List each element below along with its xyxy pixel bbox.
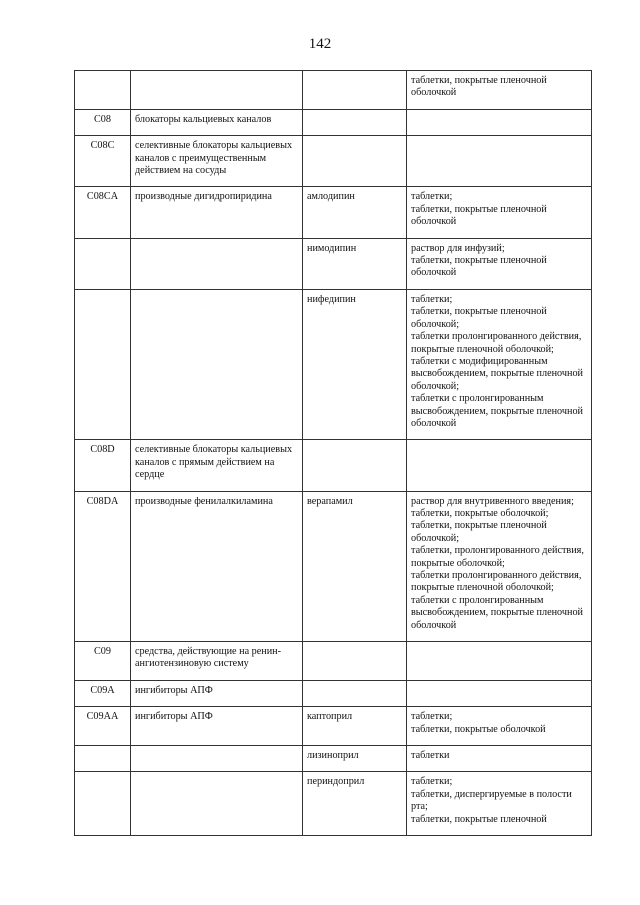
dosage-forms-cell: [407, 136, 592, 187]
atc-code-cell: [75, 238, 131, 289]
page-number: 142: [308, 36, 332, 52]
atc-code-cell: C09: [75, 642, 131, 681]
drug-name-cell: [303, 136, 407, 187]
drug-name-cell: [303, 680, 407, 706]
table-row: [75, 440, 592, 491]
drug-name-cell: [303, 440, 407, 491]
dosage-form: таблетки, покрытые пленочной оболочкой;: [411, 520, 547, 544]
drug-name-cell: лизиноприл: [303, 746, 407, 772]
dosage-form: таблетки, покрытые пленочной оболочкой: [411, 255, 547, 279]
dosage-form: таблетки, покрытые оболочкой: [411, 723, 546, 735]
drug-name-cell: нифедипин: [303, 289, 407, 439]
atc-group-cell: блокаторы кальциевых каналов: [131, 109, 303, 135]
dosage-forms-cell: [407, 71, 592, 110]
atc-code-cell: C08CA: [75, 187, 131, 238]
table-row: [75, 707, 592, 746]
atc-code-cell: C08: [75, 109, 131, 135]
dosage-form: таблетки, диспергируемые в полости рта;: [411, 788, 572, 813]
dosage-forms-cell: [407, 238, 592, 289]
table-row: [75, 772, 592, 836]
atc-code-cell: C09AA: [75, 707, 131, 746]
table-row: [75, 289, 592, 439]
dosage-forms-cell: [407, 680, 592, 706]
dosage-forms-cell: [407, 707, 592, 746]
atc-code-cell: [75, 746, 131, 772]
drug-name-cell: периндоприл: [303, 772, 407, 836]
table-body: [75, 71, 592, 836]
dosage-form: таблетки пролонгированного действия, покрытые пленочной оболочкой;: [411, 331, 582, 355]
dosage-forms-cell: [407, 642, 592, 681]
atc-code-cell: C08D: [75, 440, 131, 491]
dosage-forms-cell: [407, 746, 592, 772]
dosage-form: таблетки, покрытые оболочкой;: [411, 507, 549, 519]
drug-name-cell: [303, 71, 407, 110]
dosage-form: таблетки, покрытые пленочной оболочкой: [411, 203, 547, 228]
atc-code-cell: [75, 772, 131, 836]
table-row: [75, 491, 592, 641]
atc-group-cell: селективные блокаторы кальциевых каналов с прямым действием на сердце: [131, 440, 303, 491]
atc-code-cell: [75, 289, 131, 439]
dosage-form: таблетки, покрытые пленочной оболочкой;: [411, 306, 547, 330]
dosage-form: таблетки;: [411, 711, 453, 723]
dosage-form: раствор для инфузий;: [411, 242, 505, 254]
table-row: [75, 680, 592, 706]
dosage-forms-cell: [407, 289, 592, 439]
table-row: [75, 109, 592, 135]
atc-group-cell: производные фенилалкиламина: [131, 491, 303, 641]
atc-group-cell: производные дигидропиридина: [131, 187, 303, 238]
atc-group-cell: селективные блокаторы кальциевых каналов с преимущественным действием на сосуды: [131, 136, 303, 187]
dosage-form: таблетки с модифицированным высвобождением, покрытые пленочной оболочкой;: [411, 355, 584, 392]
dosage-forms-cell: [407, 109, 592, 135]
atc-code-cell: C09A: [75, 680, 131, 706]
drug-name-cell: [303, 642, 407, 681]
drug-name-cell: нимодипин: [303, 238, 407, 289]
dosage-form: таблетки: [411, 750, 450, 762]
dosage-form: таблетки, покрытые пленочной: [411, 813, 547, 825]
dosage-form: таблетки;: [411, 191, 453, 203]
table-row: [75, 136, 592, 187]
atc-group-cell: [131, 71, 303, 110]
dosage-forms-cell: [407, 440, 592, 491]
dosage-form: таблетки пролонгированного действия, покрытые пленочной оболочкой;: [411, 570, 582, 594]
atc-code-cell: C08DA: [75, 491, 131, 641]
atc-group-cell: [131, 289, 303, 439]
dosage-forms-cell: [407, 491, 592, 641]
atc-group-cell: ингибиторы АПФ: [131, 680, 303, 706]
dosage-form: таблетки;: [411, 293, 453, 305]
atc-group-cell: средства, действующие на ренин-ангиотензиновую систему: [131, 642, 303, 681]
table-row: [75, 187, 592, 238]
drug-table: [74, 70, 592, 836]
drug-name-cell: верапамил: [303, 491, 407, 641]
drug-name-cell: каптоприл: [303, 707, 407, 746]
atc-code-cell: C08C: [75, 136, 131, 187]
dosage-forms-cell: [407, 772, 592, 836]
dosage-form: таблетки с пролонгированным высвобождением, покрытые пленочной оболочкой: [411, 393, 584, 429]
dosage-form: таблетки, пролонгированного действия, покрытые оболочкой;: [411, 545, 584, 569]
dosage-form: таблетки;: [411, 776, 453, 788]
atc-group-cell: [131, 746, 303, 772]
atc-group-cell: [131, 772, 303, 836]
drug-name-cell: [303, 109, 407, 135]
dosage-form: таблетки, покрытые пленочной оболочкой: [411, 75, 547, 99]
table-row: [75, 746, 592, 772]
table-row: [75, 642, 592, 681]
table-row: [75, 71, 592, 110]
atc-group-cell: ингибиторы АПФ: [131, 707, 303, 746]
atc-group-cell: [131, 238, 303, 289]
dosage-form: таблетки с пролонгированным высвобождением, покрытые пленочной оболочкой: [411, 594, 584, 631]
table-row: [75, 238, 592, 289]
dosage-forms-cell: [407, 187, 592, 238]
dosage-form: раствор для внутривенного введения;: [411, 495, 574, 507]
atc-code-cell: [75, 71, 131, 110]
drug-name-cell: амлодипин: [303, 187, 407, 238]
